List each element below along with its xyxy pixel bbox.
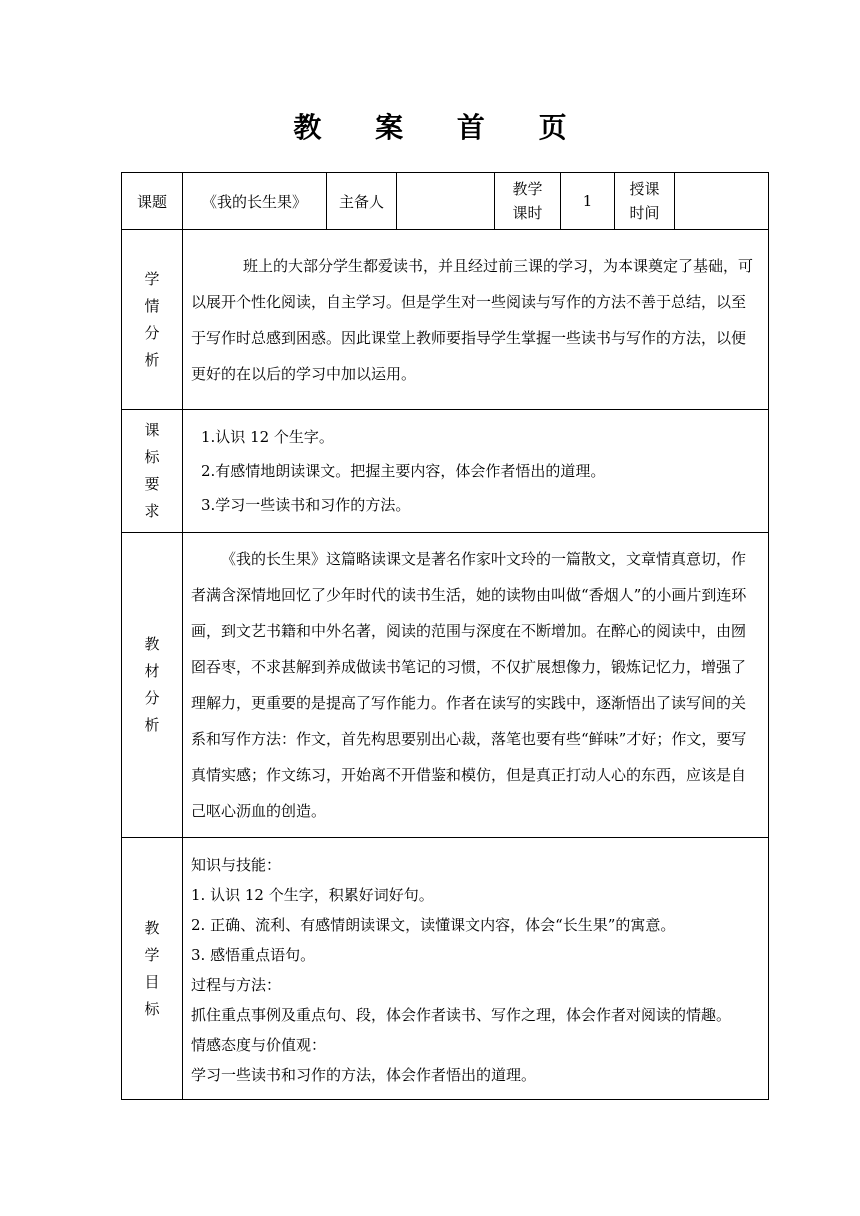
lesson-plan-table	[121, 172, 769, 1100]
label-char: 学	[144, 945, 160, 964]
label-char: 课	[144, 421, 160, 439]
label-char: 目	[144, 972, 160, 991]
curriculum-label	[122, 410, 183, 533]
material-analysis-text: 《我的长生果》这篇略读课文是著名作家叶文玲的一篇散文，文章情真意切，作者满含深情地回忆了少年时代的读书生活，她的读物由叫做“香烟人”的小画片到连环画，到文艺书籍和中外名著，阅读的范围与深度在不断增加。在醉心的阅读中，由囫囵吞枣，不求甚解到养成做读书笔记的习惯，不仅扩展想像力，锻炼记忆力，增强了理解力，更重要的是提高了写作能力。作者在读写的实践中，逐渐悟出了读写间的关系和写作方法：作文，首先构思要别出心裁，落笔也要有些“鲜味”才好；作文，要写真情实感；作文练习，开始离不开借鉴和模仿，但是真正打动人心的东西，应该是自己呕心沥血的创造。	[183, 533, 769, 838]
objectives-line: 抓住重点事例及重点句、段，体会作者读书、写作之理，体会作者对阅读的情趣。	[191, 1005, 732, 1024]
label-char: 材	[144, 662, 160, 680]
header-row	[122, 173, 769, 230]
label-char: 教	[144, 635, 160, 653]
class-time-label-line2: 时间	[629, 204, 660, 222]
material-analysis-label	[122, 533, 183, 838]
objectives-content	[183, 838, 769, 1100]
objectives-line: 1. 认识 12 个生字，积累好词好句。	[191, 885, 434, 904]
preparer-value	[397, 173, 495, 230]
student-analysis-row	[122, 230, 769, 410]
label-char: 要	[144, 475, 160, 493]
objectives-label	[122, 838, 183, 1100]
objectives-heading: 过程与方法：	[191, 975, 282, 994]
teaching-hours-value: 1	[561, 173, 615, 230]
subject-value: 《我的长生果》	[183, 173, 327, 230]
label-char: 分	[144, 689, 160, 707]
teaching-hours-label-line2: 课时	[512, 204, 543, 222]
material-analysis-row	[122, 533, 769, 838]
label-char: 析	[144, 716, 160, 734]
class-time-label-line1: 授课	[629, 180, 660, 198]
label-char: 学	[144, 269, 160, 288]
label-char: 情	[144, 296, 160, 315]
student-analysis-text: 班上的大部分学生都爱读书，并且经过前三课的学习，为本课奠定了基础，可以展开个性化阅读，自主学习。但是学生对一些阅读与写作的方法不善于总结，以至于写作时总感到困惑。因此课堂上教师要指导学生掌握一些读书与写作的方法，以便更好的在以后的学习中加以运用。	[183, 230, 769, 410]
curriculum-requirements	[183, 410, 769, 533]
page-title: 教 案 首 页	[293, 111, 589, 144]
curriculum-row	[122, 410, 769, 533]
curriculum-item: 2.有感情地朗读课文。把握主要内容，体会作者悟出的道理。	[201, 462, 606, 480]
label-char: 析	[144, 350, 160, 369]
preparer-label: 主备人	[327, 173, 397, 230]
curriculum-item: 1.认识 12 个生字。	[201, 428, 334, 446]
student-analysis-label	[122, 230, 183, 410]
class-time-value	[675, 173, 769, 230]
label-char: 标	[144, 999, 160, 1018]
label-char: 标	[144, 448, 160, 466]
label-char: 求	[144, 502, 160, 520]
teaching-hours-label	[495, 173, 561, 230]
objectives-line: 学习一些读书和习作的方法，体会作者悟出的道理。	[191, 1065, 537, 1084]
objectives-heading: 知识与技能：	[191, 855, 282, 874]
subject-label: 课题	[122, 173, 183, 230]
teaching-hours-label-line1: 教学	[512, 180, 543, 198]
curriculum-item: 3.学习一些读书和习作的方法。	[201, 496, 411, 514]
label-char: 教	[144, 918, 160, 937]
objectives-line: 3. 感悟重点语句。	[191, 945, 316, 964]
class-time-label	[615, 173, 675, 230]
label-char: 分	[144, 323, 160, 342]
objectives-row	[122, 838, 769, 1100]
objectives-line: 2. 正确、流利、有感情朗读课文，读懂课文内容，体会“长生果”的寓意。	[191, 915, 676, 934]
objectives-heading: 情感态度与价值观：	[191, 1035, 327, 1054]
